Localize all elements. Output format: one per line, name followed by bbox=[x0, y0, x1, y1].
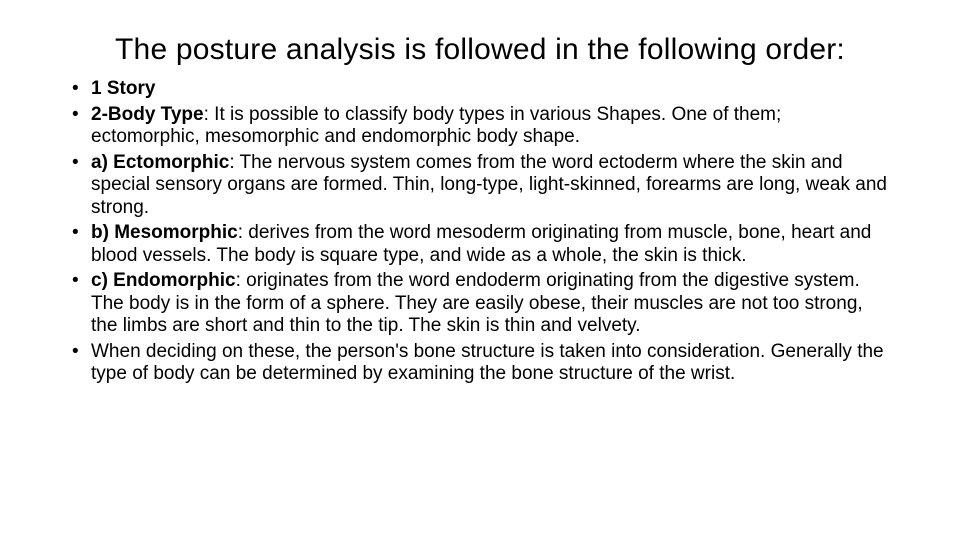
bullet-text: When deciding on these, the person's bone structure is taken into consideration. Generally the type of body can be determined by examining the bone structure of the wrist. bbox=[91, 340, 884, 384]
bullet-icon: • bbox=[72, 340, 79, 362]
bullet-text: : originates from the word endoderm originating from the digestive system. The body is in the form of a sphere. They are easily obese, their muscles are not too strong, the limbs are short and thin to the tip. The skin is thin and velvety. bbox=[91, 270, 863, 336]
slide-title: The posture analysis is followed in the following order: bbox=[115, 33, 845, 66]
bullet-icon: • bbox=[72, 103, 79, 125]
bullet-text: : derives from the word mesoderm originating from muscle, bone, heart and blood vessels. The body is square type, and wide as a whole, the skin is thick. bbox=[91, 222, 872, 266]
bullet-icon: • bbox=[72, 270, 79, 291]
bullet-icon: • bbox=[72, 151, 79, 173]
bullet-text: : It is possible to classify body types in various Shapes. One of them; ectomorphic, mesomorphic and endomorphic body shape. bbox=[91, 103, 782, 147]
bullet-lead: c) Endomorphic bbox=[91, 270, 236, 291]
bullet-list bbox=[72, 78, 892, 389]
bullet-lead: a) Ectomorphic bbox=[91, 151, 230, 173]
bullet-item-story bbox=[72, 78, 892, 101]
bullet-text: : The nervous system comes from the word ectoderm where the skin and special sensory organs are formed. Thin, long-type, light-skinned, forearms are long, weak and strong. bbox=[91, 151, 887, 218]
bullet-icon: • bbox=[72, 78, 79, 99]
bullet-item-endomorphic bbox=[72, 270, 892, 338]
bullet-item-mesomorphic bbox=[72, 222, 892, 267]
bullet-lead: b) Mesomorphic bbox=[91, 222, 238, 243]
bullet-item-body-type bbox=[72, 104, 892, 149]
bullet-lead: 2-Body Type bbox=[91, 103, 204, 125]
bullet-icon: • bbox=[72, 222, 79, 243]
bullet-item-bone-structure bbox=[72, 341, 892, 386]
bullet-lead: 1 Story bbox=[91, 78, 156, 99]
bullet-item-ectomorphic bbox=[72, 152, 892, 220]
